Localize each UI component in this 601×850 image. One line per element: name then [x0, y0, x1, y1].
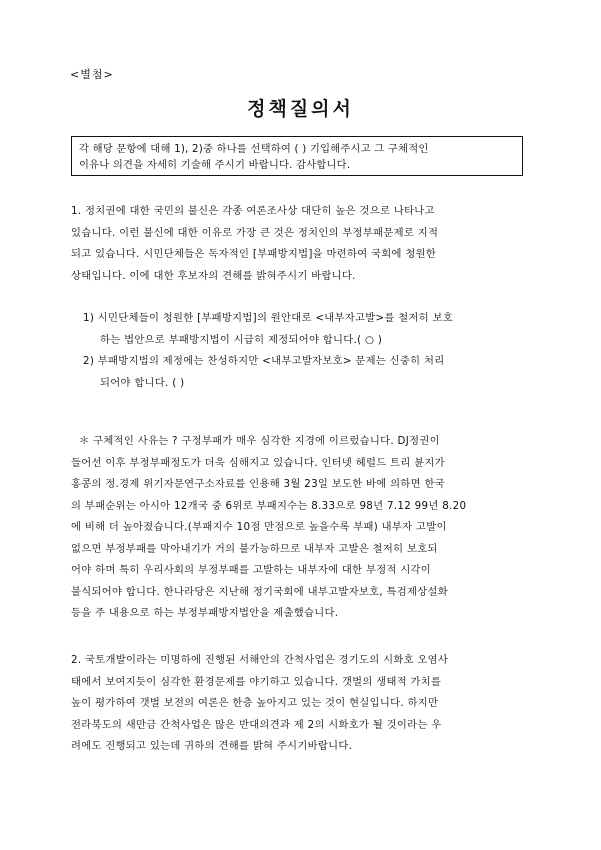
- option-1: 1) 시민단체들이 청원한 [부패방지법]의 원안대로 <내부자고발>를 철저히 보호: [83, 312, 454, 324]
- reason-line: ＊ 구체적인 사유는 ? 구정부패가 매우 심각한 지경에 이르렀습니다. DJ정권이: [79, 435, 440, 447]
- question-2-line: 2. 국토개발이라는 미명하에 진행된 서해안의 간척사업은 경기도의 시화호 오염사: [71, 654, 449, 666]
- question-1-text: [71, 201, 531, 287]
- reason-line: 어야 하며 특히 우리사회의 부정부패를 고발하는 내부자에 대한 부정적 시각이: [71, 564, 432, 576]
- reason-line: 의 부패순위는 아시아 12개국 중 6위로 부패지수는 8.33으로 98년 7.12 99년 8.20: [71, 499, 467, 512]
- question-1-options: [83, 308, 533, 394]
- option-2: 2) 부패방지법의 제정에는 찬성하지만 <내부고발자보호> 문제는 신중히 처리: [83, 355, 445, 367]
- attachment-label: <별첨>: [70, 68, 114, 81]
- question-2-line: 높이 평가하여 갯벌 보전의 여론은 한층 높아지고 있는 것이 현실입니다. 하지만: [71, 697, 439, 709]
- reason-line: 등을 주 내용으로 하는 부정부패방지법안을 제출했습니다.: [71, 607, 339, 619]
- option-1-continued: 하는 법안으로 부패방지법이 시급히 제정되어야 합니다.( ○ ): [100, 333, 383, 346]
- instruction-line: 각 해당 문항에 대해 1), 2)중 하나를 선택하여 ( ) 기입해주시고 그 구체적인: [79, 143, 429, 155]
- reason-line: 불식되어야 합니다. 한나라당은 지난해 정기국회에 내부고발자보호, 특검제상설화: [71, 585, 448, 598]
- question-1-line: 상태입니다. 이에 대한 후보자의 견해를 밝혀주시기 바랍니다.: [71, 269, 356, 282]
- instruction-line: 이유나 의견을 자세히 기술해 주시기 바랍니다. 감사합니다.: [79, 159, 351, 171]
- option-2-continued: 되어야 합니다. ( ): [100, 376, 185, 389]
- instruction-box: [71, 136, 523, 176]
- reason-line: 들어선 이후 부정부패정도가 더욱 심해지고 있습니다. 인터넷 헤럴드 트리 뷴지가: [71, 456, 445, 469]
- reason-line: 에 비해 더 높아졌습니다.(부패지수 10점 만점으로 높을수록 부패) 내부자 고발이: [71, 521, 447, 533]
- question-1-line: 있습니다. 이런 불신에 대한 이유로 가장 큰 것은 정치인의 부정부패문제로 지적: [71, 226, 439, 239]
- question-1-line: 되고 있습니다. 시민단체들은 독자적인 [부패방지법]을 마련하여 국회에 청원한: [71, 248, 437, 260]
- question-1-line: 1. 정치권에 대한 국민의 불신은 각종 여론조사상 대단히 높은 것으로 나타나고: [71, 205, 435, 217]
- reason-line: 없으면 부정부패를 막아내기가 거의 불가능하므로 내부자 고발은 철저히 보호되: [71, 542, 438, 555]
- question-2-line: 태에서 보여지듯이 심각한 환경문제를 야기하고 있습니다. 갯벌의 생태적 가치를: [71, 675, 442, 688]
- question-2-line: 전라북도의 새만금 간척사업은 많은 반대의견과 제 2의 시화호가 될 것이라는 우: [71, 718, 442, 731]
- question-2-line: 려에도 진행되고 있는데 귀하의 견해를 밝혀 주시기바랍니다.: [71, 740, 353, 752]
- question-2-text: [71, 650, 531, 758]
- page-title: 정책질의서: [247, 98, 354, 120]
- question-1-reason: [71, 431, 539, 625]
- reason-line: 홍콩의 정.경제 위기자문연구소자료를 인용해 3월 23일 보도한 바에 의하면 한국: [71, 478, 445, 490]
